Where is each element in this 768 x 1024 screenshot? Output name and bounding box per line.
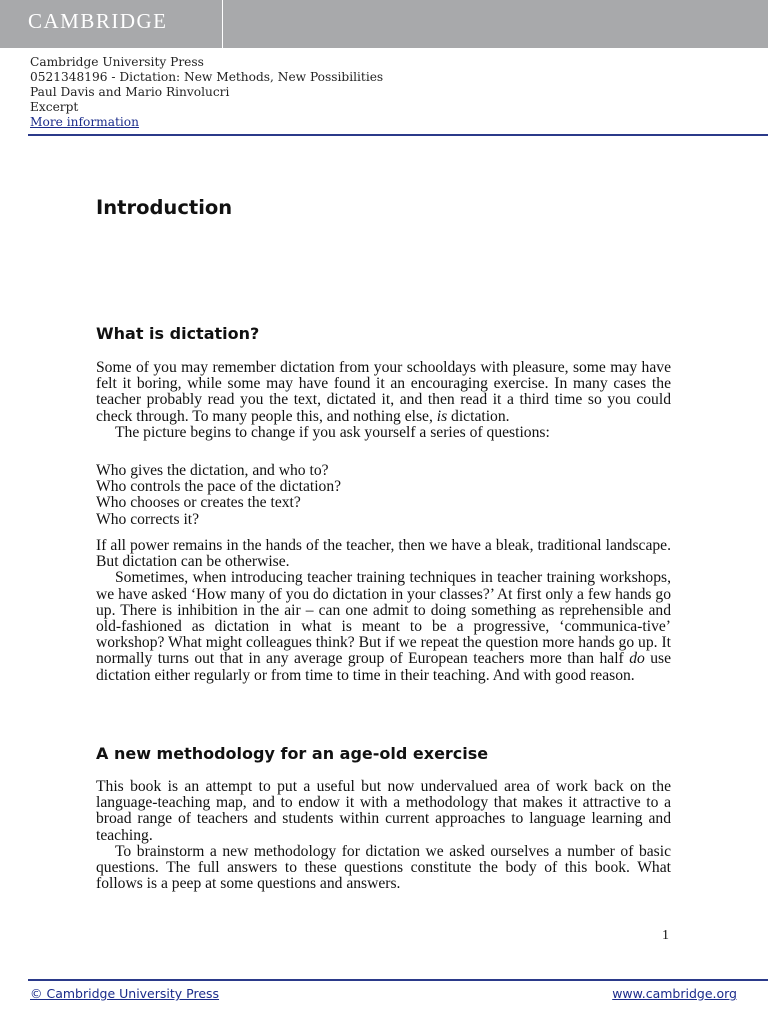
section1-body	[96, 360, 671, 441]
page-number: 1	[662, 928, 669, 943]
meta-isbn-title: 0521348196 - Dictation: New Methods, New Possibilities	[30, 70, 384, 84]
brand-text: CAMBRIDGE	[28, 9, 168, 33]
paragraph: Sometimes, when introducing teacher training techniques in teacher training workshops, we have asked ‘How many of you do dictation in your classes?’ At first only a few hands go up. There is inhibition in the air – can one admit to doing something as reprehensible and old-fashioned as dictation in what is meant to be a progressive, ‘communica-tive’ workshop? What might colleagues think? But if we repeat the question more hands go up. It normally turns out that in any average group of European teachers more than half do use dictation either regularly or from time to time in their teaching. And with good reason.	[96, 569, 671, 684]
copyright-link[interactable]: © Cambridge University Press	[30, 986, 220, 1001]
emphasis-text: is	[436, 407, 448, 425]
page-title: Introduction	[96, 196, 233, 219]
paragraph: The picture begins to change if you ask yourself a series of questions:	[115, 423, 550, 441]
header-divider	[28, 134, 768, 136]
emphasis-text: do	[629, 650, 645, 668]
section-heading-new-methodology: A new methodology for an age-old exercise	[96, 744, 489, 763]
list-item: Who controls the pace of the dictation?	[96, 478, 342, 496]
paragraph: This book is an attempt to put a useful but now undervalued area of work back on the language-teaching map, and to endow it with a methodology that makes it attractive to a broad range of teachers and students within current approaches to language learning and teaching.	[96, 778, 671, 844]
section-heading-what-is-dictation: What is dictation?	[96, 324, 260, 343]
brand-logo[interactable]	[0, 0, 223, 48]
list-item: Who gives the dictation, and who to?	[96, 462, 329, 479]
website-link[interactable]: www.cambridge.org	[612, 986, 737, 1001]
more-information-link[interactable]: More information	[30, 115, 139, 129]
section2-body	[96, 779, 671, 892]
question-list	[96, 463, 671, 528]
paragraph: If all power remains in the hands of the teacher, then we have a bleak, traditional landscape. But dictation can be otherwise.	[96, 537, 671, 571]
footer-divider	[28, 979, 768, 981]
paragraph: Some of you may remember dictation from your schooldays with pleasure, some may have felt it boring, while some may have found it an encouraging exercise. In many cases the teacher probably read you the text, dictated it, and then read it a third time so you could check through. To many people this, and nothing else, is dictation.	[96, 359, 671, 425]
meta-type: Excerpt	[30, 100, 79, 114]
section1-body-continued	[96, 538, 671, 684]
document-meta	[30, 55, 750, 130]
list-item: Who chooses or creates the text?	[96, 494, 301, 512]
meta-publisher: Cambridge University Press	[30, 55, 204, 69]
paragraph: To brainstorm a new methodology for dictation we asked ourselves a number of basic questions. The full answers to these questions constitute the body of this book. What follows is a peep at some questions and answers.	[96, 842, 671, 893]
meta-authors: Paul Davis and Mario Rinvolucri	[30, 85, 230, 99]
list-item: Who corrects it?	[96, 510, 200, 528]
